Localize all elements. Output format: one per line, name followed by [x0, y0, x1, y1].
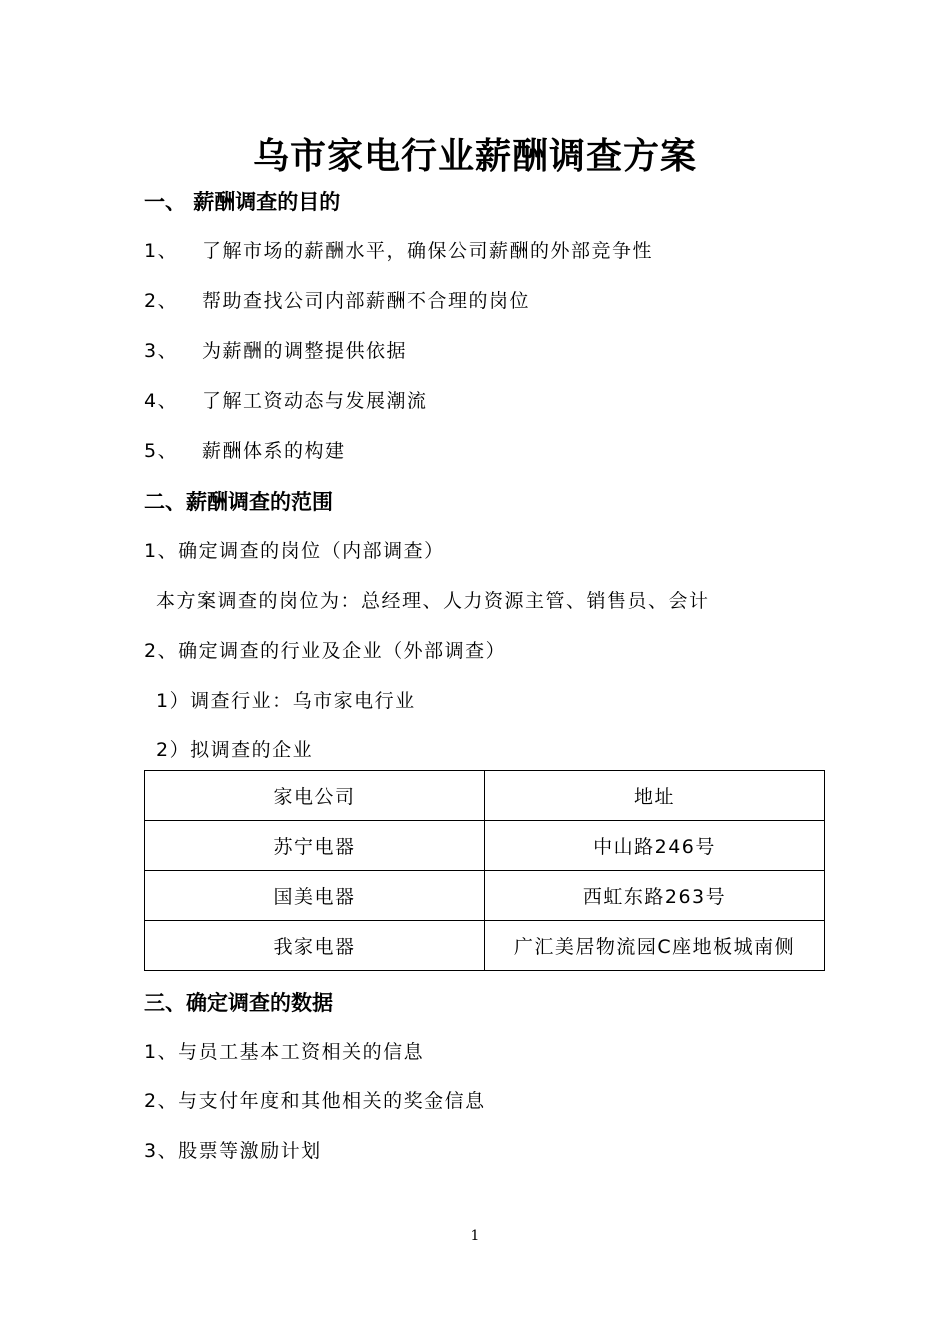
section1-heading: 一、 薪酬调查的目的: [144, 190, 341, 214]
list-item: 2、与支付年度和其他相关的奖金信息: [144, 1090, 486, 1112]
list-item: 1、与员工基本工资相关的信息: [144, 1041, 425, 1063]
list-item-text: 薪酬体系的构建: [202, 440, 346, 462]
table-header-cell: 地址: [485, 771, 825, 821]
paragraph: 2、确定调查的行业及企业（外部调查）: [144, 640, 507, 662]
table-cell: 广汇美居物流园C座地板城南侧: [485, 921, 825, 971]
page-number: 1: [470, 1228, 480, 1244]
list-item: [144, 286, 530, 313]
table-header-row: [145, 771, 825, 821]
list-item-number: 3、: [144, 340, 179, 362]
list-item-number: 2、: [144, 290, 179, 312]
table-cell: 中山路246号: [485, 821, 825, 871]
list-item-number: 4、: [144, 390, 179, 412]
table-cell: 国美电器: [145, 871, 485, 921]
list-item: [144, 436, 346, 463]
list-item: [144, 336, 407, 363]
table-row: [145, 871, 825, 921]
document-title: 乌市家电行业薪酬调查方案: [252, 136, 697, 177]
list-item-text: 帮助查找公司内部薪酬不合理的岗位: [202, 290, 531, 312]
list-item-text: 了解市场的薪酬水平，确保公司薪酬的外部竞争性: [202, 240, 654, 262]
table-row: [145, 921, 825, 971]
table-cell: 苏宁电器: [145, 821, 485, 871]
list-item-text: 了解工资动态与发展潮流: [202, 390, 428, 412]
companies-table: [144, 770, 825, 971]
table-header-cell: 家电公司: [145, 771, 485, 821]
table-cell: 西虹东路263号: [485, 871, 825, 921]
paragraph: 1）调查行业：乌市家电行业: [156, 690, 416, 712]
section3-heading: 三、确定调查的数据: [144, 991, 333, 1015]
list-item-text: 为薪酬的调整提供依据: [202, 340, 408, 362]
list-item: 3、股票等激励计划: [144, 1140, 322, 1162]
list-item-number: 5、: [144, 440, 179, 462]
section2-heading: 二、薪酬调查的范围: [144, 490, 333, 514]
paragraph: 1、确定调查的岗位（内部调查）: [144, 540, 445, 562]
table-row: [145, 821, 825, 871]
paragraph: 本方案调查的岗位为：总经理、人力资源主管、销售员、会计: [156, 590, 710, 612]
table-cell: 我家电器: [145, 921, 485, 971]
list-item: [144, 386, 428, 413]
list-item: [144, 236, 653, 263]
paragraph: 2）拟调查的企业: [156, 739, 314, 761]
list-item-number: 1、: [144, 240, 179, 262]
